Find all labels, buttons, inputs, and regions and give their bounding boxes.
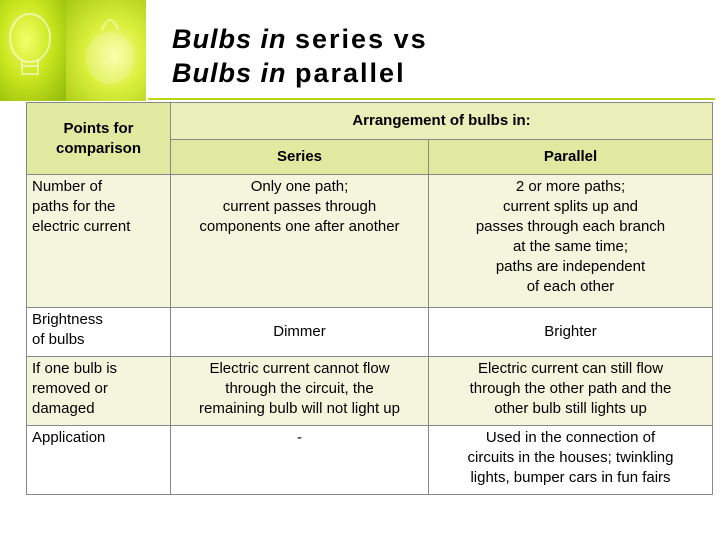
parallel-line: Electric current can still flow <box>477 360 664 377</box>
point-cell <box>27 426 171 495</box>
point-line: electric current <box>32 218 131 235</box>
parallel-header-label: Parallel <box>543 148 598 165</box>
series-line: current passes through <box>222 198 377 215</box>
parallel-line: Brighter <box>544 323 597 340</box>
parallel-cell <box>429 357 713 426</box>
parallel-line: other bulb still lights up <box>494 400 647 417</box>
parallel-cell <box>429 426 713 495</box>
series-cell <box>171 308 429 357</box>
bulb-image-left <box>0 0 66 101</box>
parallel-line: of each other <box>526 278 615 295</box>
points-header-line-1: Points for <box>63 119 134 137</box>
arrangement-header <box>171 103 713 140</box>
point-line: paths for the <box>32 198 116 215</box>
series-cell <box>171 175 429 308</box>
parallel-line: passes through each branch <box>475 218 666 235</box>
point-cell <box>27 308 171 357</box>
title-keyword-parallel: parallel <box>295 58 406 88</box>
series-line: components one after another <box>199 218 400 235</box>
point-line: of bulbs <box>32 331 85 348</box>
points-for-comparison-header <box>27 103 171 175</box>
bulb-image-right <box>66 0 146 101</box>
series-line: remaining bulb will not light up <box>199 400 400 417</box>
series-line: Electric current cannot flow <box>209 360 390 377</box>
point-cell <box>27 357 171 426</box>
series-line: Dimmer <box>273 323 326 340</box>
parallel-line: through the other path and the <box>469 380 672 397</box>
title-line-1 <box>172 22 428 56</box>
title-line-2 <box>172 56 428 90</box>
series-cell <box>171 426 429 495</box>
table-row <box>27 308 713 357</box>
parallel-line: Used in the connection of <box>485 429 656 446</box>
points-header-line-2: comparison <box>55 139 142 157</box>
page-title <box>172 22 428 90</box>
point-line: Application <box>32 429 106 446</box>
series-line: - <box>297 429 302 446</box>
table-row <box>27 357 713 426</box>
title-line-1-suffix: vs <box>393 24 428 54</box>
parallel-line: current splits up and <box>502 198 639 215</box>
title-line-2-prefix: Bulbs in <box>172 58 287 88</box>
series-line: through the circuit, the <box>225 380 374 397</box>
parallel-line: paths are independent <box>495 258 646 275</box>
table-row <box>27 426 713 495</box>
point-cell <box>27 175 171 308</box>
title-keyword-series: series <box>295 24 386 54</box>
parallel-cell <box>429 175 713 308</box>
series-line: Only one path; <box>250 178 349 195</box>
point-line: damaged <box>32 400 95 417</box>
comparison-table <box>26 102 713 495</box>
parallel-line: circuits in the houses; twinkling <box>467 449 674 466</box>
series-cell <box>171 357 429 426</box>
series-header-label: Series <box>276 148 323 165</box>
parallel-cell <box>429 308 713 357</box>
parallel-line: lights, bumper cars in fun fairs <box>470 469 671 486</box>
parallel-line: 2 or more paths; <box>515 178 626 195</box>
point-line: Brightness <box>32 311 103 328</box>
table-row <box>27 175 713 308</box>
parallel-line: at the same time; <box>512 238 629 255</box>
title-divider <box>148 98 715 100</box>
parallel-header <box>429 140 713 175</box>
arrangement-header-label: Arrangement of bulbs in: <box>352 112 531 129</box>
point-line: Number of <box>32 178 103 195</box>
title-line-1-prefix: Bulbs in <box>172 24 287 54</box>
point-line: If one bulb is <box>32 360 118 377</box>
header-row-top <box>27 103 713 140</box>
point-line: removed or <box>32 380 108 397</box>
series-header <box>171 140 429 175</box>
